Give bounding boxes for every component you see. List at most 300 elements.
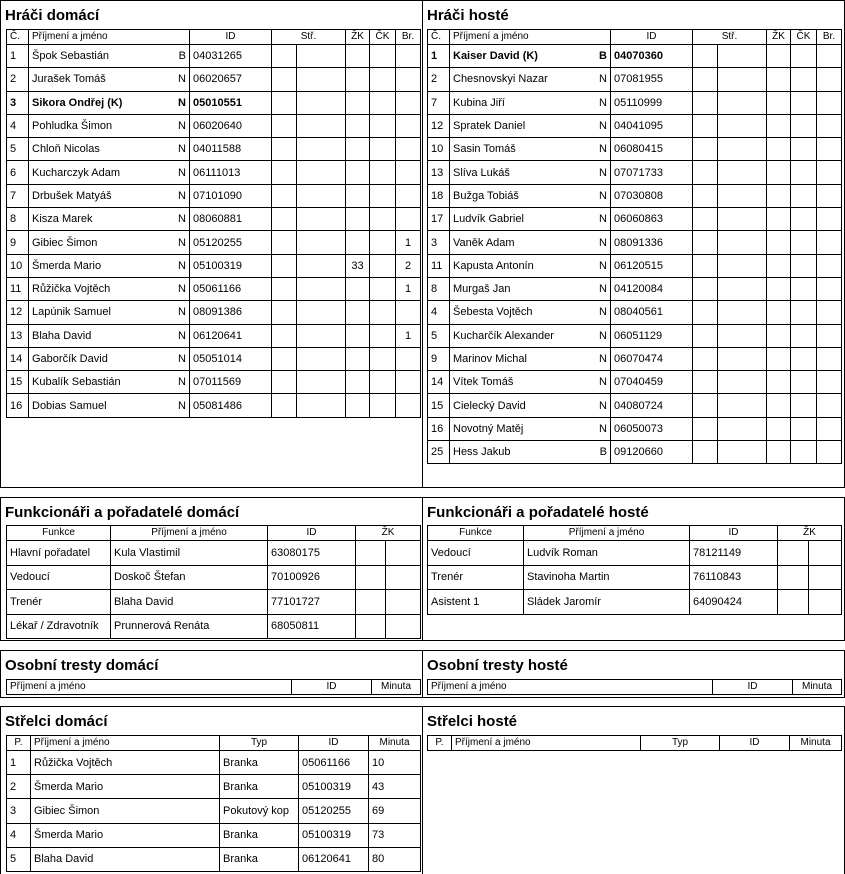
player-own-goals	[817, 441, 842, 464]
player-id: 04120084	[611, 277, 693, 300]
player-row	[7, 91, 421, 114]
player-yellow-card	[346, 161, 370, 184]
official-yellow-card	[356, 541, 386, 566]
player-goals-extra	[297, 301, 346, 324]
player-flag: N	[166, 394, 190, 417]
player-yellow-card: 33	[346, 254, 370, 277]
official-role: Trenér	[7, 590, 111, 615]
player-flag: N	[166, 114, 190, 137]
penalties-away-panel	[422, 650, 845, 698]
penalties-away-title: Osobní tresty hosté	[427, 657, 568, 674]
officials-away-title: Funkcionáři a pořadatelé hosté	[427, 504, 649, 521]
player-row	[7, 277, 421, 300]
official-id: 64090424	[690, 590, 778, 615]
player-own-goals	[396, 114, 421, 137]
player-yellow-card	[346, 184, 370, 207]
player-red-card	[370, 324, 396, 347]
player-id: 05061166	[190, 277, 272, 300]
scorer-id: 06120641	[299, 847, 369, 871]
player-flag: N	[587, 231, 611, 254]
table-header-row	[428, 680, 842, 695]
player-goals-extra	[718, 277, 767, 300]
official-row	[428, 541, 842, 566]
scorer-type: Branka	[220, 751, 299, 775]
player-row	[428, 231, 842, 254]
player-yellow-card	[346, 114, 370, 137]
player-flag: B	[587, 45, 611, 68]
player-flag: N	[166, 208, 190, 231]
scorers-home-body	[7, 751, 421, 872]
player-own-goals	[817, 324, 842, 347]
player-goals	[693, 277, 718, 300]
player-flag: N	[587, 184, 611, 207]
player-own-goals	[396, 208, 421, 231]
player-goals	[693, 441, 718, 464]
player-flag: N	[166, 371, 190, 394]
official-id: 77101727	[268, 590, 356, 615]
col-header-name: Příjmení a jméno	[7, 680, 292, 695]
officials-home-table	[6, 525, 421, 639]
player-name: Cielecký David	[450, 394, 587, 417]
player-number: 4	[7, 114, 29, 137]
player-red-card	[791, 254, 817, 277]
player-name: Kucharčík Alexander	[450, 324, 587, 347]
player-row	[428, 371, 842, 394]
player-flag: N	[166, 277, 190, 300]
player-id: 05120255	[190, 231, 272, 254]
player-goals-extra	[297, 254, 346, 277]
scorer-minute: 43	[369, 775, 421, 799]
player-id: 05051014	[190, 347, 272, 370]
player-goals-extra	[718, 68, 767, 91]
player-flag: N	[166, 91, 190, 114]
player-goals	[693, 417, 718, 440]
scorer-id: 05120255	[299, 799, 369, 823]
player-flag: B	[166, 45, 190, 68]
player-goals-extra	[718, 441, 767, 464]
player-yellow-card	[346, 231, 370, 254]
player-yellow-card	[767, 231, 791, 254]
player-goals-extra	[297, 138, 346, 161]
official-id: 78121149	[690, 541, 778, 566]
player-yellow-card	[767, 394, 791, 417]
player-goals	[693, 91, 718, 114]
player-goals-extra	[297, 68, 346, 91]
player-name: Marinov Michal	[450, 347, 587, 370]
scorers-away-table	[427, 735, 842, 751]
player-name: Gibiec Šimon	[29, 231, 166, 254]
player-goals-extra	[718, 114, 767, 137]
official-yellow-card-extra	[386, 541, 421, 566]
player-red-card	[370, 347, 396, 370]
player-flag: N	[587, 371, 611, 394]
player-own-goals: 1	[396, 231, 421, 254]
player-row	[428, 417, 842, 440]
player-goals	[272, 277, 297, 300]
officials-home-panel	[0, 497, 423, 641]
player-number: 8	[428, 277, 450, 300]
scorer-name: Gibiec Šimon	[31, 799, 220, 823]
player-own-goals	[396, 45, 421, 68]
player-name: Vaněk Adam	[450, 231, 587, 254]
player-flag: N	[166, 254, 190, 277]
player-flag: N	[587, 324, 611, 347]
player-own-goals	[817, 254, 842, 277]
player-own-goals	[817, 91, 842, 114]
player-id: 04011588	[190, 138, 272, 161]
officials-away-table	[427, 525, 842, 615]
col-header-id: ID	[713, 680, 793, 695]
col-header-minute: Minuta	[372, 680, 421, 695]
player-goals-extra	[297, 347, 346, 370]
players-away-panel	[422, 0, 845, 488]
player-goals	[272, 208, 297, 231]
player-goals	[693, 184, 718, 207]
player-flag: N	[166, 138, 190, 161]
player-name: Hess Jakub	[450, 441, 587, 464]
penalties-home-table	[6, 679, 421, 695]
player-red-card	[791, 184, 817, 207]
player-number: 16	[428, 417, 450, 440]
player-red-card	[370, 394, 396, 417]
official-yellow-card-extra	[386, 614, 421, 639]
player-goals	[272, 45, 297, 68]
player-goals	[272, 347, 297, 370]
player-number: 25	[428, 441, 450, 464]
col-header-minute: Minuta	[793, 680, 842, 695]
official-role: Lékař / Zdravotník	[7, 614, 111, 639]
col-header-name: Příjmení a jméno	[524, 526, 690, 541]
col-header-number: Č.	[428, 30, 450, 45]
official-yellow-card	[778, 565, 809, 590]
table-header-row	[7, 30, 421, 45]
table-header-row	[7, 526, 421, 541]
scorer-minute: 73	[369, 823, 421, 847]
penalties-home-title: Osobní tresty domácí	[5, 657, 159, 674]
player-flag: B	[587, 441, 611, 464]
player-own-goals	[396, 301, 421, 324]
player-name: Slíva Lukáš	[450, 161, 587, 184]
player-red-card	[370, 301, 396, 324]
player-row	[428, 347, 842, 370]
player-name: Kapusta Antonín	[450, 254, 587, 277]
player-yellow-card	[767, 277, 791, 300]
scorers-away-panel	[422, 706, 845, 874]
table-header-row	[428, 526, 842, 541]
scorer-row	[7, 847, 421, 871]
player-red-card	[370, 91, 396, 114]
player-red-card	[791, 394, 817, 417]
col-header-id: ID	[690, 526, 778, 541]
player-number: 7	[7, 184, 29, 207]
player-flag: N	[166, 301, 190, 324]
player-red-card	[370, 184, 396, 207]
col-header-position: P.	[428, 736, 452, 751]
official-name: Prunnerová Renáta	[111, 614, 268, 639]
player-red-card	[370, 138, 396, 161]
official-role: Vedoucí	[428, 541, 524, 566]
player-yellow-card	[346, 371, 370, 394]
player-number: 18	[428, 184, 450, 207]
player-id: 04070360	[611, 45, 693, 68]
official-name: Stavinoha Martin	[524, 565, 690, 590]
col-header-number: Č.	[7, 30, 29, 45]
player-number: 14	[428, 371, 450, 394]
col-header-name: Příjmení a jméno	[29, 30, 190, 45]
player-flag: N	[587, 138, 611, 161]
player-number: 14	[7, 347, 29, 370]
col-header-name: Příjmení a jméno	[452, 736, 641, 751]
player-name: Vítek Tomáš	[450, 371, 587, 394]
official-row	[7, 614, 421, 639]
player-row	[7, 208, 421, 231]
scorer-position: 3	[7, 799, 31, 823]
player-goals-extra	[718, 371, 767, 394]
player-row	[7, 114, 421, 137]
player-goals	[693, 347, 718, 370]
official-row	[428, 565, 842, 590]
player-flag: N	[587, 254, 611, 277]
player-goals	[272, 138, 297, 161]
official-row	[7, 541, 421, 566]
player-row	[428, 254, 842, 277]
official-yellow-card	[778, 590, 809, 615]
player-name: Šmerda Mario	[29, 254, 166, 277]
player-red-card	[791, 231, 817, 254]
player-flag: N	[587, 161, 611, 184]
player-name: Pohludka Šimon	[29, 114, 166, 137]
player-number: 12	[7, 301, 29, 324]
player-name: Špok Sebastián	[29, 45, 166, 68]
scorer-minute: 80	[369, 847, 421, 871]
col-header-own: Br.	[396, 30, 421, 45]
player-goals	[693, 68, 718, 91]
official-id: 68050811	[268, 614, 356, 639]
scorer-minute: 69	[369, 799, 421, 823]
scorer-name: Šmerda Mario	[31, 775, 220, 799]
col-header-id: ID	[292, 680, 372, 695]
player-goals-extra	[718, 231, 767, 254]
player-number: 3	[7, 91, 29, 114]
player-red-card	[791, 324, 817, 347]
player-flag: N	[587, 277, 611, 300]
player-goals-extra	[297, 231, 346, 254]
player-name: Jurašek Tomáš	[29, 68, 166, 91]
player-red-card	[791, 45, 817, 68]
player-own-goals: 1	[396, 277, 421, 300]
officials-away-body	[428, 541, 842, 615]
player-red-card	[370, 208, 396, 231]
player-yellow-card	[346, 68, 370, 91]
player-number: 8	[7, 208, 29, 231]
player-red-card	[370, 161, 396, 184]
official-name: Ludvík Roman	[524, 541, 690, 566]
player-number: 13	[7, 324, 29, 347]
scorer-id: 05100319	[299, 775, 369, 799]
official-yellow-card	[356, 565, 386, 590]
player-name: Růžička Vojtěch	[29, 277, 166, 300]
player-own-goals	[817, 114, 842, 137]
player-number: 2	[428, 68, 450, 91]
player-name: Bužga Tobiáš	[450, 184, 587, 207]
player-row	[428, 277, 842, 300]
player-name: Sikora Ondřej (K)	[29, 91, 166, 114]
players-home-panel	[0, 0, 423, 488]
player-yellow-card	[346, 45, 370, 68]
official-id: 70100926	[268, 565, 356, 590]
col-header-id: ID	[611, 30, 693, 45]
player-yellow-card	[346, 138, 370, 161]
player-row	[428, 45, 842, 68]
player-own-goals	[396, 184, 421, 207]
scorer-id: 05061166	[299, 751, 369, 775]
player-yellow-card	[346, 277, 370, 300]
player-own-goals	[396, 371, 421, 394]
player-goals	[272, 161, 297, 184]
player-yellow-card	[346, 301, 370, 324]
player-yellow-card	[767, 184, 791, 207]
player-yellow-card	[767, 161, 791, 184]
player-yellow-card	[346, 347, 370, 370]
player-yellow-card	[767, 417, 791, 440]
player-row	[7, 231, 421, 254]
player-number: 7	[428, 91, 450, 114]
scorers-home-table	[6, 735, 421, 872]
player-goals	[272, 231, 297, 254]
player-row	[428, 301, 842, 324]
scorer-name: Šmerda Mario	[31, 823, 220, 847]
col-header-name: Příjmení a jméno	[450, 30, 611, 45]
player-flag: N	[587, 114, 611, 137]
player-flag: N	[166, 324, 190, 347]
player-goals	[272, 91, 297, 114]
player-goals-extra	[718, 254, 767, 277]
col-header-goals: Stř.	[693, 30, 767, 45]
player-number: 11	[7, 277, 29, 300]
player-yellow-card	[767, 45, 791, 68]
player-name: Kubina Jiří	[450, 91, 587, 114]
player-id: 05081486	[190, 394, 272, 417]
player-red-card	[791, 417, 817, 440]
player-id: 06111013	[190, 161, 272, 184]
scorer-position: 2	[7, 775, 31, 799]
scorer-position: 1	[7, 751, 31, 775]
official-yellow-card-extra	[809, 565, 842, 590]
player-id: 04041095	[611, 114, 693, 137]
player-own-goals	[396, 91, 421, 114]
player-row	[7, 324, 421, 347]
table-header-row	[7, 680, 421, 695]
player-flag: N	[587, 347, 611, 370]
player-name: Drbušek Matyáš	[29, 184, 166, 207]
player-goals	[693, 114, 718, 137]
player-own-goals	[817, 161, 842, 184]
col-header-own: Br.	[817, 30, 842, 45]
player-flag: N	[587, 417, 611, 440]
player-name: Sasin Tomáš	[450, 138, 587, 161]
player-goals	[693, 324, 718, 347]
scorer-type: Pokutový kop	[220, 799, 299, 823]
scorer-position: 5	[7, 847, 31, 871]
player-id: 05110999	[611, 91, 693, 114]
player-goals-extra	[297, 324, 346, 347]
player-name: Novotný Matěj	[450, 417, 587, 440]
col-header-goals: Stř.	[272, 30, 346, 45]
player-goals	[272, 254, 297, 277]
player-number: 9	[428, 347, 450, 370]
player-name: Dobias Samuel	[29, 394, 166, 417]
player-goals-extra	[718, 184, 767, 207]
player-yellow-card	[767, 301, 791, 324]
player-red-card	[370, 68, 396, 91]
official-yellow-card	[356, 614, 386, 639]
player-red-card	[791, 208, 817, 231]
player-id: 09120660	[611, 441, 693, 464]
col-header-yellow: ŽK	[767, 30, 791, 45]
player-own-goals	[817, 138, 842, 161]
scorers-away-title: Střelci hosté	[427, 713, 518, 730]
col-header-yellow: ŽK	[356, 526, 421, 541]
player-red-card	[370, 114, 396, 137]
player-own-goals	[817, 371, 842, 394]
player-name: Kucharczyk Adam	[29, 161, 166, 184]
player-id: 08091336	[611, 231, 693, 254]
player-yellow-card	[767, 324, 791, 347]
scorer-name: Růžička Vojtěch	[31, 751, 220, 775]
player-id: 08040561	[611, 301, 693, 324]
col-header-position: P.	[7, 736, 31, 751]
player-number: 13	[428, 161, 450, 184]
player-id: 06050073	[611, 417, 693, 440]
player-yellow-card	[767, 68, 791, 91]
player-goals-extra	[297, 114, 346, 137]
table-header-row	[428, 736, 842, 751]
official-yellow-card-extra	[386, 590, 421, 615]
col-header-yellow: ŽK	[346, 30, 370, 45]
player-id: 07101090	[190, 184, 272, 207]
player-number: 15	[428, 394, 450, 417]
player-own-goals	[817, 417, 842, 440]
player-yellow-card	[346, 91, 370, 114]
official-role: Hlavní pořadatel	[7, 541, 111, 566]
player-flag: N	[166, 161, 190, 184]
player-goals	[272, 371, 297, 394]
player-own-goals	[817, 231, 842, 254]
player-own-goals	[396, 138, 421, 161]
player-goals	[693, 231, 718, 254]
player-name: Chesnovskyi Nazar	[450, 68, 587, 91]
col-header-yellow: ŽK	[778, 526, 842, 541]
player-goals-extra	[718, 91, 767, 114]
player-goals-extra	[718, 394, 767, 417]
player-row	[428, 68, 842, 91]
player-yellow-card	[767, 91, 791, 114]
players-away-title: Hráči hosté	[427, 7, 509, 24]
official-yellow-card-extra	[809, 590, 842, 615]
col-header-role: Funkce	[428, 526, 524, 541]
player-goals-extra	[718, 347, 767, 370]
player-own-goals	[817, 68, 842, 91]
scorer-id: 05100319	[299, 823, 369, 847]
official-row	[7, 565, 421, 590]
player-name: Lapúnik Samuel	[29, 301, 166, 324]
player-id: 06051129	[611, 324, 693, 347]
player-goals-extra	[718, 301, 767, 324]
player-yellow-card	[767, 347, 791, 370]
official-role: Vedoucí	[7, 565, 111, 590]
player-row	[7, 45, 421, 68]
player-red-card	[791, 161, 817, 184]
